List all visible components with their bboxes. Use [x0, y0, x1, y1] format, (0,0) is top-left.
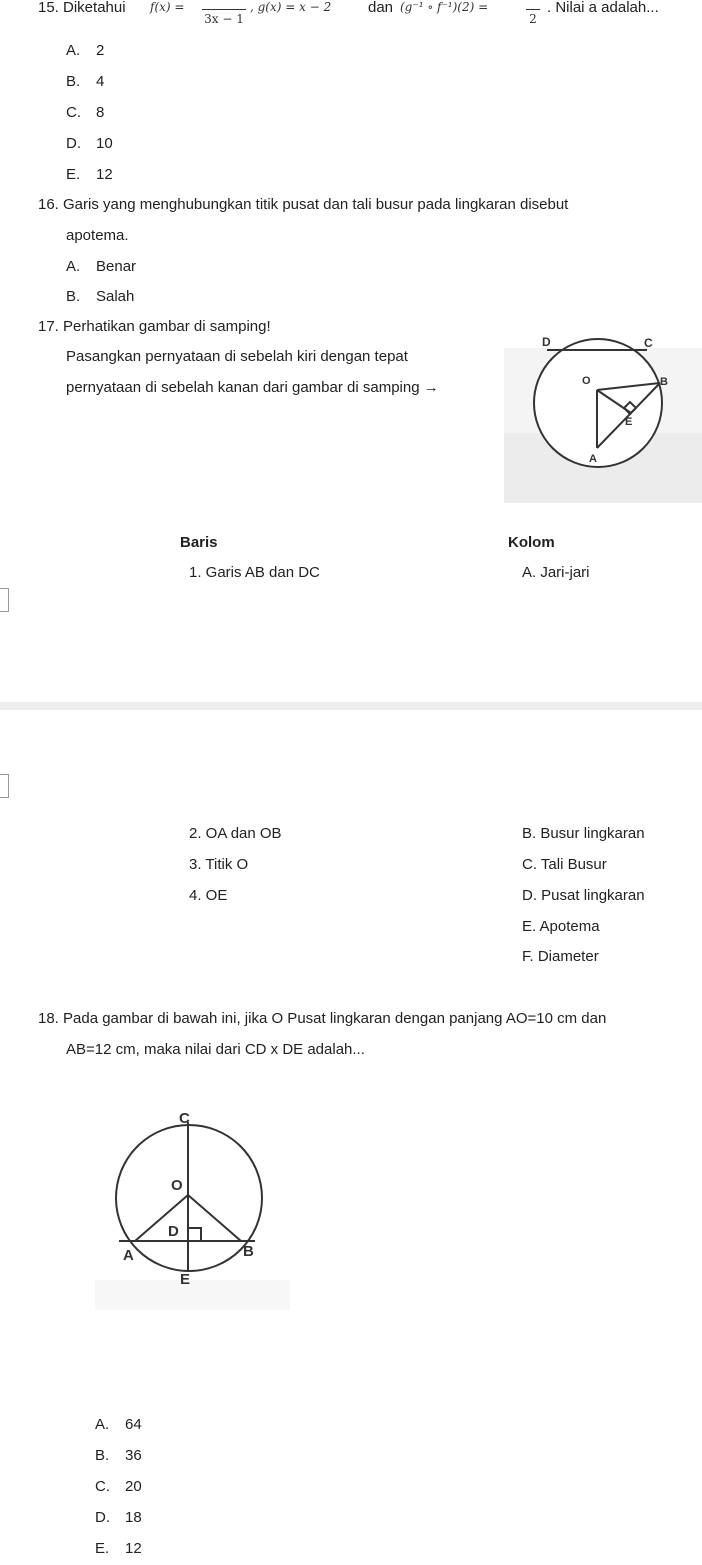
option-letter: E.	[95, 1540, 110, 1557]
q15-prefix: 15. Diketahui	[38, 0, 126, 16]
option-letter: B.	[66, 288, 81, 305]
option-text: 12	[96, 166, 113, 183]
q17-line-2: Pasangkan pernyataan di sebelah kiri dengan tepat	[66, 348, 408, 365]
kolom-item-b[interactable]: B. Busur lingkaran	[522, 825, 645, 842]
q18-line-2: AB=12 cm, maka nilai dari CD x DE adalah...	[66, 1041, 365, 1058]
option-letter: C.	[95, 1478, 110, 1495]
option-text: 20	[125, 1478, 142, 1495]
q15-composition-expr: (g⁻¹ ∘ f⁻¹)(2) =	[400, 0, 489, 14]
kolom-item-f[interactable]: F. Diameter	[522, 948, 599, 965]
kolom-item-d[interactable]: D. Pusat lingkaran	[522, 887, 645, 904]
q15-f-denominator: 3x − 1	[204, 12, 244, 26]
q18-option-a[interactable]	[95, 1416, 142, 1433]
option-letter: D.	[66, 135, 81, 152]
option-letter: A.	[95, 1416, 110, 1433]
option-text: Salah	[96, 288, 135, 305]
q15-f-fraction-bar	[202, 9, 246, 10]
q18-option-b[interactable]	[95, 1447, 142, 1464]
q15-dan: dan	[368, 0, 394, 16]
q16-line-2: apotema.	[66, 227, 129, 244]
label-a: A	[123, 1247, 134, 1264]
baris-item-4[interactable]: 4. OE	[189, 887, 228, 904]
label-b: B	[243, 1243, 254, 1260]
baris-item-3[interactable]: 3. Titik O	[189, 856, 249, 873]
option-letter: D.	[95, 1509, 110, 1526]
baris-item-2[interactable]: 2. OA dan OB	[189, 825, 282, 842]
label-d: D	[542, 335, 551, 349]
option-text: 2	[96, 42, 105, 59]
kolom-item-c[interactable]: C. Tali Busur	[522, 856, 607, 873]
q17-line-1: 17. Perhatikan gambar di samping!	[38, 318, 271, 335]
q18-option-d[interactable]	[95, 1509, 142, 1526]
option-text: 10	[96, 135, 113, 152]
q17-line-3: pernyataan di sebelah kanan dari gambar di samping →	[66, 379, 439, 396]
label-o: O	[582, 375, 591, 387]
option-text: 8	[96, 104, 105, 121]
q15-suffix: . Nilai a adalah...	[547, 0, 659, 16]
label-e: E	[180, 1271, 191, 1288]
q18-circle-figure	[95, 1100, 295, 1315]
q15-option-d[interactable]	[66, 135, 113, 152]
cutoff-marker-bottom	[0, 774, 9, 798]
label-e: E	[625, 416, 633, 428]
figure-shadow	[95, 1280, 290, 1310]
option-letter: A.	[66, 42, 81, 59]
kolom-item-e[interactable]: E. Apotema	[522, 918, 600, 935]
q18-option-e[interactable]	[95, 1540, 142, 1557]
label-o: O	[171, 1177, 183, 1194]
kolom-header: Kolom	[508, 534, 555, 551]
q16-option-b[interactable]	[66, 288, 134, 305]
option-letter: B.	[95, 1447, 110, 1464]
option-text: 64	[125, 1416, 142, 1433]
q15-g-expr: , g(x) = x − 2	[250, 0, 332, 14]
label-c: C	[644, 336, 653, 350]
option-letter: C.	[66, 104, 81, 121]
q15-option-c[interactable]	[66, 104, 104, 121]
kolom-item-a[interactable]: A. Jari-jari	[522, 564, 590, 581]
q15-comp-denominator: 2	[529, 12, 537, 26]
q16-line-1: 16. Garis yang menghubungkan titik pusat dan tali busur pada lingkaran disebut	[38, 196, 569, 213]
q15-option-e[interactable]	[66, 166, 113, 183]
option-letter: B.	[66, 73, 81, 90]
option-text: 12	[125, 1540, 142, 1557]
option-letter: A.	[66, 258, 81, 275]
q15-option-b[interactable]	[66, 73, 104, 90]
baris-item-1[interactable]: 1. Garis AB dan DC	[189, 564, 320, 581]
q15-f-expr: f(x) =	[150, 0, 185, 14]
q15-comp-fraction-bar	[526, 9, 540, 10]
baris-header: Baris	[180, 534, 218, 551]
option-letter: E.	[66, 166, 81, 183]
q18-line-1: 18. Pada gambar di bawah ini, jika O Pusat lingkaran dengan panjang AO=10 cm dan	[38, 1010, 607, 1027]
option-text: 4	[96, 73, 105, 90]
option-text: 36	[125, 1447, 142, 1464]
option-text: Benar	[96, 258, 137, 275]
option-text: 18	[125, 1509, 142, 1526]
q16-option-a[interactable]	[66, 258, 136, 275]
label-a: A	[589, 453, 597, 465]
cutoff-marker-top	[0, 588, 9, 612]
q15-option-a[interactable]	[66, 42, 104, 59]
label-b: B	[660, 376, 668, 388]
q18-option-c[interactable]	[95, 1478, 142, 1495]
label-c: C	[179, 1110, 190, 1127]
label-d: D	[168, 1223, 179, 1240]
q17-circle-figure	[504, 328, 702, 503]
page-separator	[0, 702, 702, 710]
